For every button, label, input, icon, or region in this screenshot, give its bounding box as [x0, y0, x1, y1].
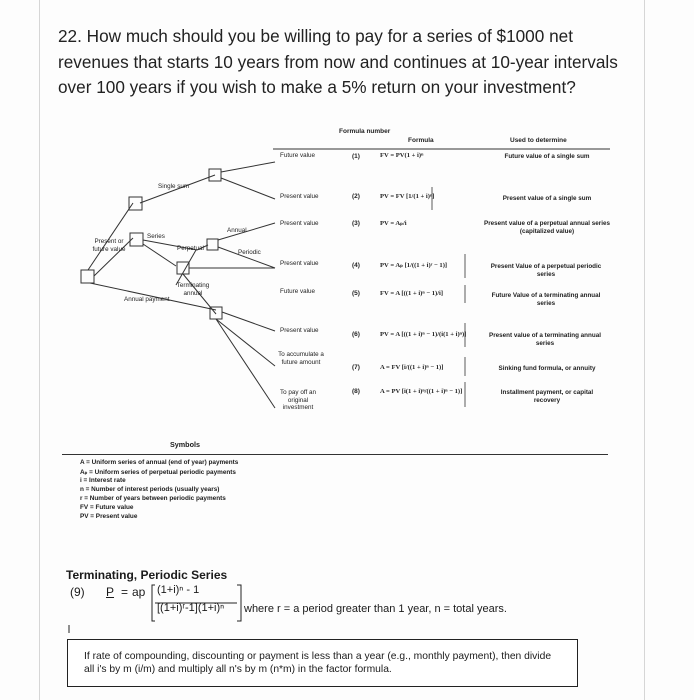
formula-number-1: (1) [352, 153, 360, 160]
formula-4: PV = Aₚ [1/((1 + i)ʳ − 1)] [380, 262, 448, 269]
formula-2: PV = FV [1/(1 + i)ⁿ] [380, 193, 435, 200]
branch-label-2: Present value [280, 193, 319, 200]
used-2: Present value of a single sum [502, 195, 592, 202]
branch-label-5: Future value [280, 288, 316, 295]
used-4: Present Value of a perpetual periodic series [490, 263, 602, 278]
formula-number-7: (7) [352, 364, 360, 371]
note-text: If rate of compounding, discounting or payment is less than a year (e.g., monthly payment), then divide all i's by m (i/m) and multiply all n's by m (n*m) in the factor formula. [84, 651, 552, 675]
term-bracket-left [152, 585, 155, 621]
branch-label-3: Present value [280, 220, 319, 227]
note-box [67, 639, 578, 687]
tree-node-perpetual [207, 239, 218, 250]
tree-label-root: Present or future value [92, 238, 126, 253]
term-bracket-right [237, 585, 241, 621]
formula-number-4: (4) [352, 262, 360, 269]
symbol-1: A = Uniform series of annual (end of year) payments [80, 459, 239, 466]
branch-label-7: To accumulate a future amount [278, 351, 324, 366]
symbol-2: Aₚ = Uniform series of perpetual periodic payments [80, 469, 236, 476]
used-5: Future Value of a terminating annual series [491, 292, 601, 307]
branch-label-1: Future value [280, 152, 316, 159]
terminating-number: (9) [70, 585, 85, 599]
terminating-numerator: (1+i)ⁿ - 1 [157, 584, 200, 596]
tree-label-periodic: Periodic [238, 249, 261, 256]
used-7: Sinking fund formula, or annuity [498, 365, 596, 372]
header-used-to-determine: Used to determine [510, 137, 567, 144]
terminating-equals: = [121, 585, 129, 599]
terminating-lhs: P [106, 585, 115, 599]
symbol-7: PV = Present value [80, 513, 138, 520]
symbol-4: n = Number of interest periods (usually years) [80, 486, 220, 493]
tree-label-annual-payment: Annual payment [124, 296, 170, 303]
tree-label-single-sum: Single sum [158, 183, 190, 190]
symbols-divider [62, 454, 608, 455]
tree-label-annual: Annual [227, 227, 247, 234]
formula-number-2: (2) [352, 193, 360, 200]
tree-single-sum-box [129, 197, 142, 210]
terminating-ap: ap [132, 585, 146, 599]
symbols-title: Symbols [170, 440, 200, 449]
branch-label-8: To pay off an original investment [280, 389, 316, 411]
formula-7: A = FV [i/((1 + i)ⁿ − 1)] [380, 364, 444, 371]
used-8: Installment payment, or capital recovery [500, 389, 594, 404]
branch-label-6: Present value [280, 327, 319, 334]
symbol-5: r = Number of years between periodic payments [80, 495, 226, 502]
terminating-denominator: [(1+i)ʳ-1](1+i)ⁿ [157, 602, 225, 614]
formula-3: PV = Aₚ/i [380, 220, 407, 227]
tree-label-terminating-annual: Terminating annual [176, 282, 210, 297]
terminating-where: where r = a period greater than 1 year, n = total years. [244, 603, 507, 615]
header-formula-number: Formula number [339, 128, 391, 135]
terminating-title: Terminating, Periodic Series [66, 568, 228, 582]
tree-label-perpetual: Perpetual [177, 245, 204, 252]
formula-number-5: (5) [352, 290, 360, 297]
formula-1: FV = PV(1 + i)ⁿ [380, 152, 424, 159]
used-3: Present value of a perpetual annual series (capitalized value) [484, 220, 610, 235]
used-1: Future value of a single sum [504, 153, 590, 160]
formula-6: PV = A [((1 + i)ⁿ − 1)/(i(1 + i)ⁿ)] [380, 331, 467, 338]
used-6: Present value of a terminating annual series [489, 332, 601, 347]
tree-root-box [81, 270, 94, 283]
symbol-3: i = Interest rate [80, 477, 126, 484]
formula-5: FV = A [((1 + i)ⁿ − 1)/i] [380, 290, 444, 297]
branch-label-4: Present value [280, 260, 319, 267]
formula-number-8: (8) [352, 388, 360, 395]
formula-number-3: (3) [352, 220, 360, 227]
header-formula: Formula [408, 137, 434, 144]
symbol-6: FV = Future value [80, 504, 134, 511]
tree-label-series: Series [147, 233, 165, 240]
formula-8: A = PV [i(1 + i)ⁿ/((1 + i)ⁿ − 1)] [380, 388, 463, 395]
question-text: 22. How much should you be willing to pay for a series of $1000 net revenues that starts 10 years from now and continues at 10-year intervals over 100 years if you wish to make a 5% return on your investment? [58, 26, 618, 97]
formula-number-6: (6) [352, 331, 360, 338]
